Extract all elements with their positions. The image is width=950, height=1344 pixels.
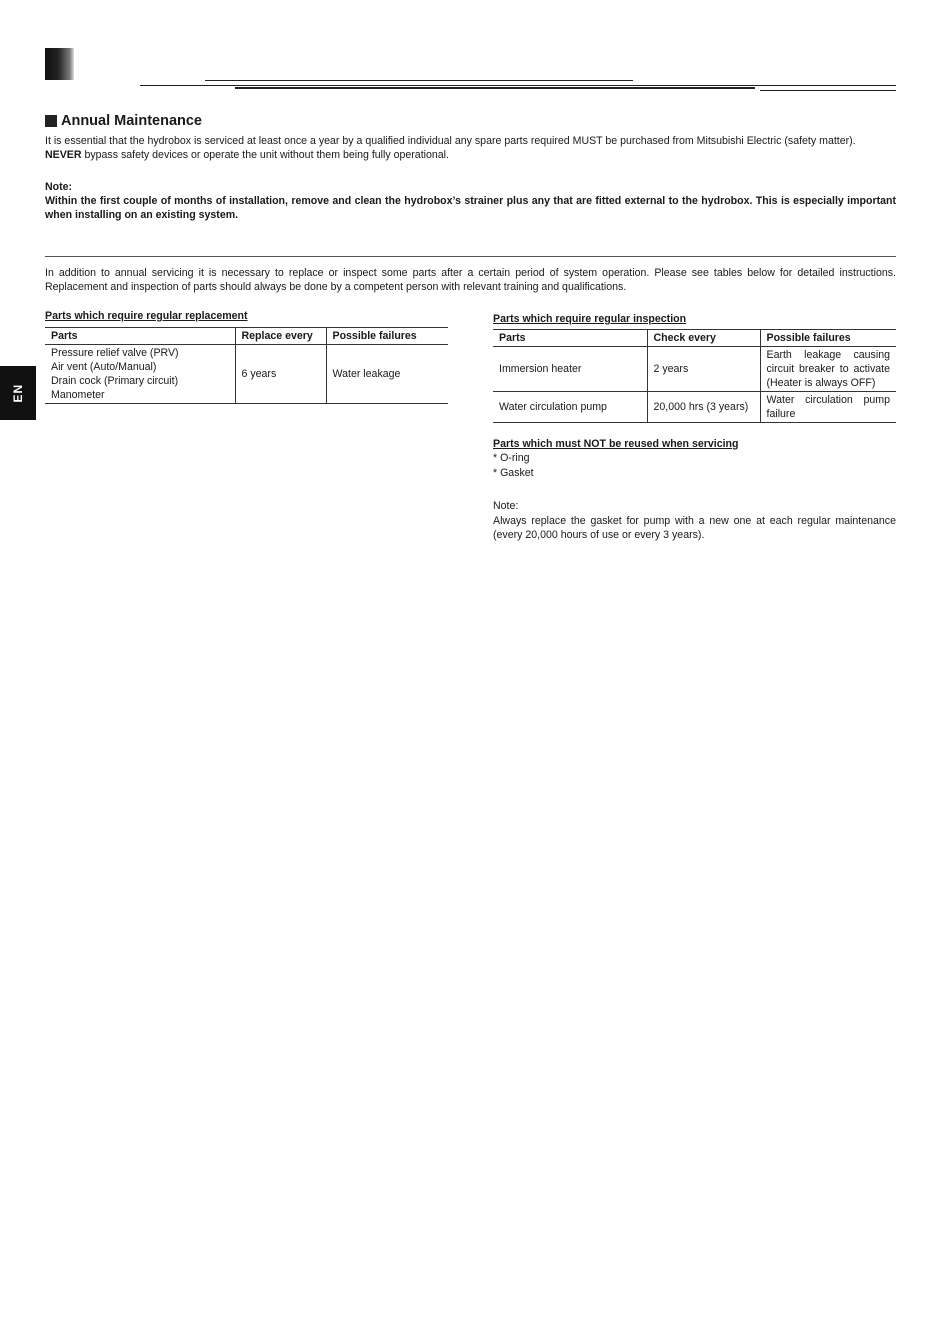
header-rule — [205, 80, 633, 81]
language-tab — [0, 366, 36, 420]
section-title-text: Annual Maintenance — [61, 113, 202, 129]
column-header: Parts — [45, 328, 235, 345]
part-item: Manometer — [51, 389, 105, 401]
note-text: Within the first couple of months of installation, remove and clean the hydrobox’s strainer plus any that are fitted external to the hydrobox. This is especially important when installing on an existing system. — [45, 195, 896, 222]
column-header: Possible failures — [760, 330, 896, 347]
column-header: Replace every — [235, 328, 326, 345]
interval-cell: 2 years — [647, 347, 760, 392]
failure-cell: Water leakage — [326, 345, 448, 404]
section-title — [45, 112, 202, 130]
table-row — [45, 345, 448, 404]
header-rule — [140, 85, 896, 86]
column-header: Check every — [647, 330, 760, 347]
intro-paragraph — [45, 134, 896, 163]
table-row — [493, 347, 896, 392]
inspection-table-caption: Parts which require regular inspection — [493, 313, 687, 325]
replacement-table-caption: Parts which require regular replacement — [45, 310, 248, 322]
divider — [45, 256, 896, 257]
note-label: Note: — [493, 500, 519, 512]
failure-cell: Water circulation pump failure — [760, 392, 896, 423]
intro-line2: bypass safety devices or operate the unit without them being fully operational. — [81, 149, 449, 162]
never-emphasis: NEVER — [45, 149, 82, 162]
part-cell: Immersion heater — [493, 347, 647, 392]
list-item: * O-ring — [493, 452, 530, 464]
language-tab-label: EN — [10, 383, 25, 403]
column-header: Parts — [493, 330, 647, 347]
inspection-table — [493, 329, 896, 423]
header-block — [45, 48, 74, 80]
list-item: * Gasket — [493, 467, 534, 479]
intro-line1: It is essential that the hydrobox is serviced at least once a year by a qualified individual any spare parts required MUST be purchased from Mitsubishi Electric (safety matter). — [45, 135, 856, 147]
note-label: Note: — [45, 181, 73, 193]
interval-cell: 20,000 hrs (3 years) — [647, 392, 760, 423]
header-rule — [235, 87, 755, 89]
failure-cell: Earth leakage causing circuit breaker to activate (Heater is always OFF) — [760, 347, 896, 392]
note-text: Always replace the gasket for pump with a new one at each regular maintenance (every 20,000 hours of use or every 3 years). — [493, 515, 896, 542]
bullet-square-icon — [45, 115, 57, 127]
part-item: Pressure relief valve (PRV) — [51, 347, 179, 359]
part-item: Air vent (Auto/Manual) — [51, 361, 157, 373]
replacement-table — [45, 327, 448, 404]
addition-paragraph: In addition to annual servicing it is necessary to replace or inspect some parts after a certain period of system operation. Please see tables below for detailed instructions. Replacement and inspection of parts should always be done by a competent person with relevant training and qualifications. — [45, 267, 896, 294]
column-header: Possible failures — [326, 328, 448, 345]
header-rule — [760, 90, 896, 91]
interval-cell: 6 years — [235, 345, 326, 404]
part-item: Drain cock (Primary circuit) — [51, 375, 179, 387]
parts-cell — [45, 345, 235, 404]
not-reused-caption: Parts which must NOT be reused when servicing — [493, 438, 739, 450]
part-cell: Water circulation pump — [493, 392, 647, 423]
table-header-row — [493, 330, 896, 347]
table-row — [493, 392, 896, 423]
table-header-row — [45, 328, 448, 345]
